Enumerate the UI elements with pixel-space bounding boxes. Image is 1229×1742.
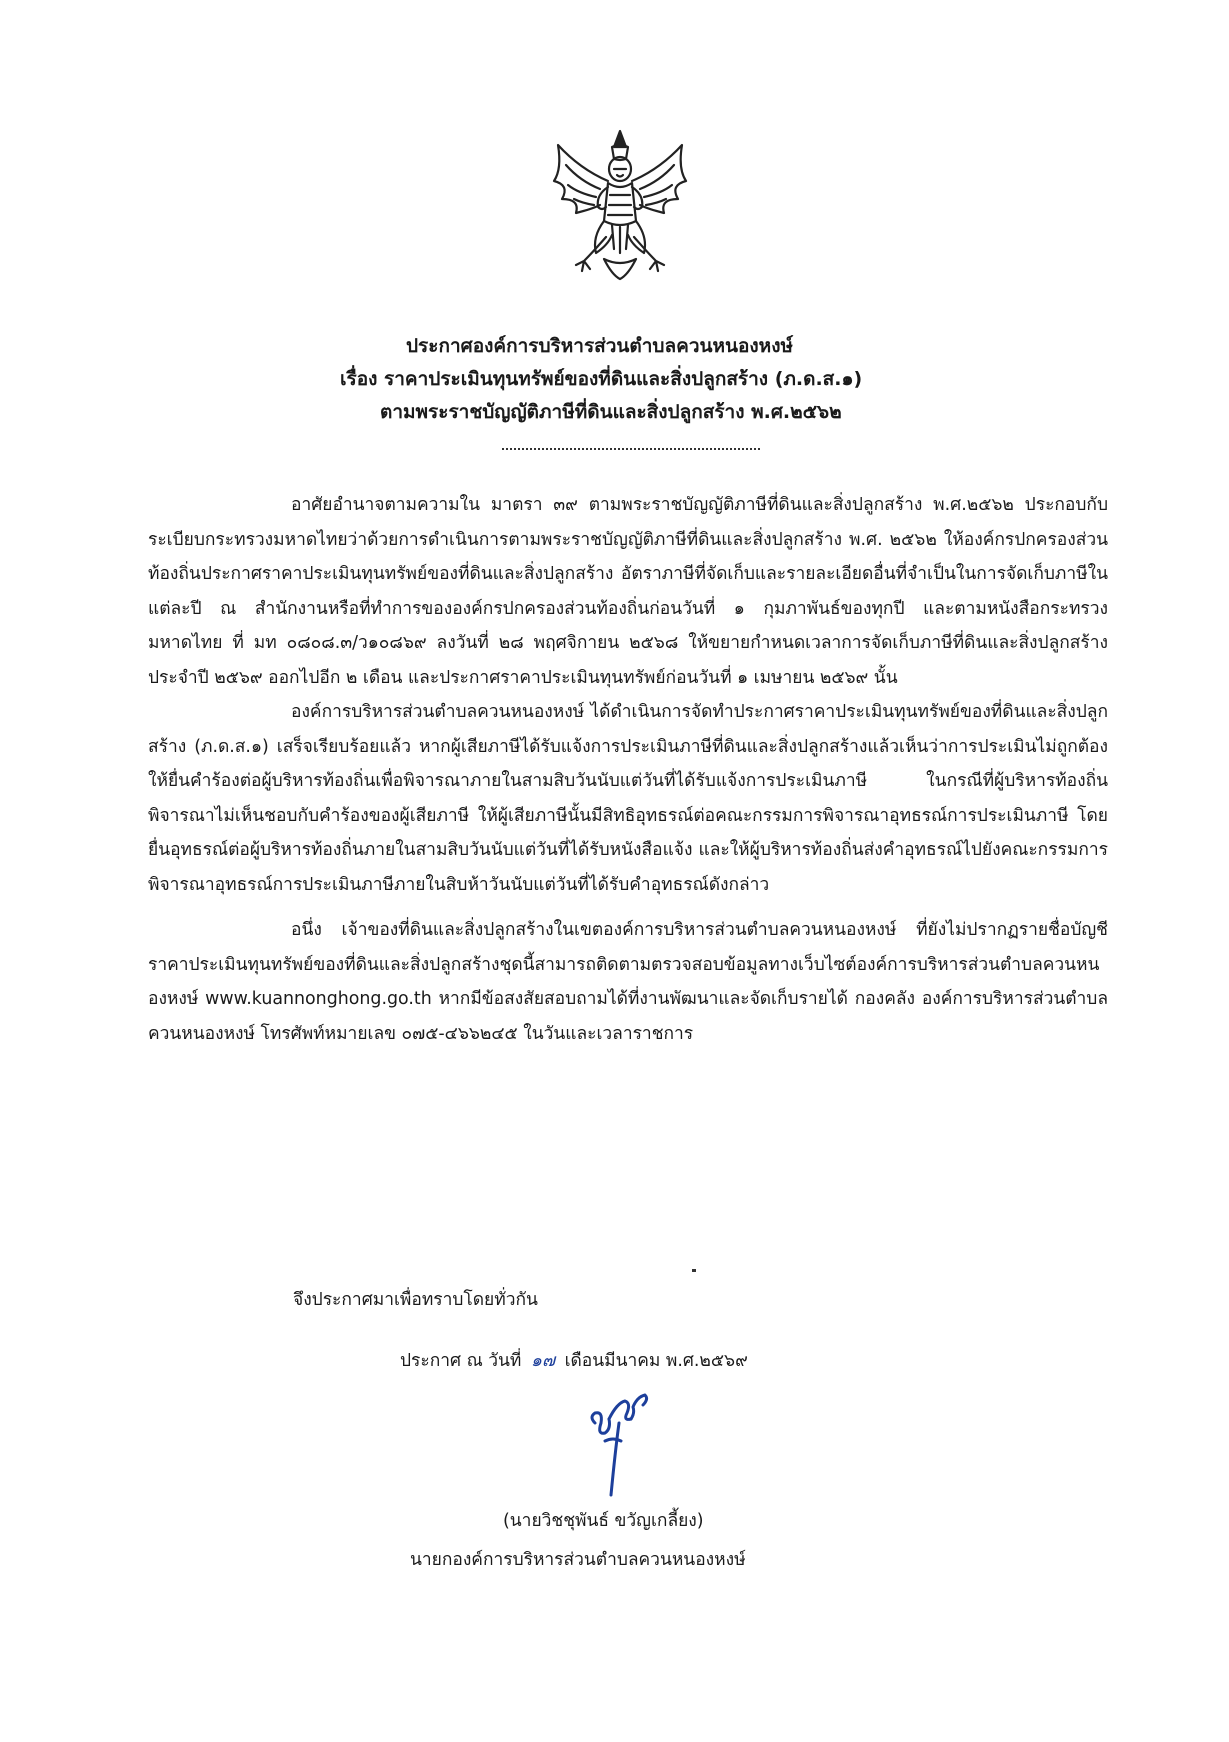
- handwritten-signature: [575, 1383, 665, 1503]
- body-paragraph-contact: อนึ่ง เจ้าของที่ดินและสิ่งปลูกสร้างในเขตองค์การบริหารส่วนตำบลควนหนองหงษ์ ที่ยังไม่ปรากฏรายชื่อบัญชีราคาประเมินทุนทรัพย์ของที่ดินและสิ่งปลูกสร้างชุดนี้สามารถติดตามตรวจสอบข้อมูลทางเว็บไซต์องค์การบริหารส่วนตำบลควนหนองหงษ์ www.kuannonghong.go.th หากมีข้อสงสัยสอบถามได้ที่งานพัฒนาและจัดเก็บรายได้ กองคลัง องค์การบริหารส่วนตำบลควนหนองหงษ์ โทรศัพท์หมายเลข ๐๗๕-๔๖๖๒๔๕ ในวันและเวลาราชการ: [148, 920, 1108, 1044]
- dateline-month-year: เดือนมีนาคม พ.ศ.๒๕๖๙: [564, 1351, 748, 1371]
- garuda-emblem-icon: [540, 125, 700, 285]
- announcement-body: [148, 488, 1108, 1051]
- signer-title: นายกองค์การบริหารส่วนตำบลควนหนองหงษ์: [410, 1550, 746, 1570]
- scan-speck: [692, 1269, 696, 1272]
- dateline-prefix: ประกาศ ณ วันที่: [400, 1351, 522, 1371]
- announcement-heading: [340, 330, 1000, 429]
- announcement-dateline: [400, 1346, 748, 1374]
- body-paragraph-appeal: องค์การบริหารส่วนตำบลควนหนองหงษ์ ได้ดำเนินการจัดทำประกาศราคาประเมินทุนทรัพย์ของที่ดินและสิ่งปลูกสร้าง (ภ.ด.ส.๑) เสร็จเรียบร้อยแล้ว หากผู้เสียภาษีได้รับแจ้งการประเมินภาษีที่ดินและสิ่งปลูกสร้างแล้วเห็นว่าการประเมินไม่ถูกต้อง ให้ยื่นคำร้องต่อผู้บริหารท้องถิ่นเพื่อพิจารณาภายในสามสิบวันนับแต่วันที่ได้รับแจ้งการประเมินภาษี ในกรณีที่ผู้บริหารท้องถิ่นพิจารณาไม่เห็นชอบกับคำร้องของผู้เสียภาษี ให้ผู้เสียภาษีนั้นมีสิทธิอุทธรณ์ต่อคณะกรรมการพิจารณาอุทธรณ์การประเมินภาษี โดยยื่นอุทธรณ์ต่อผู้บริหารท้องถิ่นภายในสามสิบวันนับแต่วันที่ได้รับหนังสือแจ้ง และให้ผู้บริหารท้องถิ่นส่งคำอุทธรณ์ไปยังคณะกรรมการพิจารณาอุทธรณ์การประเมินภาษีภายในสิบห้าวันนับแต่วันที่ได้รับคำอุทธรณ์ดังกล่าว: [148, 702, 1108, 895]
- heading-legal-basis: ตามพระราชบัญญัติภาษีที่ดินและสิ่งปลูกสร้าง พ.ศ.๒๕๖๒: [380, 401, 842, 423]
- dotted-divider: [502, 448, 760, 450]
- body-paragraph-authority: อาศัยอำนาจตามความใน มาตรา ๓๙ ตามพระราชบัญญัติภาษีที่ดินและสิ่งปลูกสร้าง พ.ศ.๒๕๖๒ ประกอบกับระเบียบกระทรวงมหาดไทยว่าด้วยการดำเนินการตามพระราชบัญญัติภาษีที่ดินและสิ่งปลูกสร้าง พ.ศ. ๒๕๖๒ ให้องค์กรปกครองส่วนท้องถิ่นประกาศราคาประเมินทุนทรัพย์ของที่ดินและสิ่งปลูกสร้าง อัตราภาษีที่จัดเก็บและรายละเอียดอื่นที่จำเป็นในการจัดเก็บภาษีในแต่ละปี ณ สำนักงานหรือที่ทำการขององค์กรปกครองส่วนท้องถิ่นก่อนวันที่ ๑ กุมภาพันธ์ของทุกปี และตามหนังสือกระทรวงมหาดไทย ที่ มท ๐๘๐๘.๓/ว๑๐๘๖๙ ลงวันที่ ๒๘ พฤศจิกายน ๒๕๖๘ ให้ขยายกำหนดเวลาการจัดเก็บภาษีที่ดินและสิ่งปลูกสร้าง ประจำปี ๒๕๖๙ ออกไปอีก ๒ เดือน และประกาศราคาประเมินทุนทรัพย์ก่อนวันที่ ๑ เมษายน ๒๕๖๙ นั้น: [148, 495, 1108, 688]
- signer-name: (นายวิชชุพันธ์ ขวัญเกลี้ยง): [503, 1511, 704, 1531]
- heading-subject: เรื่อง ราคาประเมินทุนทรัพย์ของที่ดินและสิ่งปลูกสร้าง (ภ.ด.ส.๑): [340, 368, 863, 390]
- dateline-day: ๑๗: [530, 1351, 556, 1371]
- closing-statement: จึงประกาศมาเพื่อทราบโดยทั่วกัน: [293, 1290, 538, 1310]
- heading-issuer: ประกาศองค์การบริหารส่วนตำบลควนหนองหงษ์: [406, 335, 794, 357]
